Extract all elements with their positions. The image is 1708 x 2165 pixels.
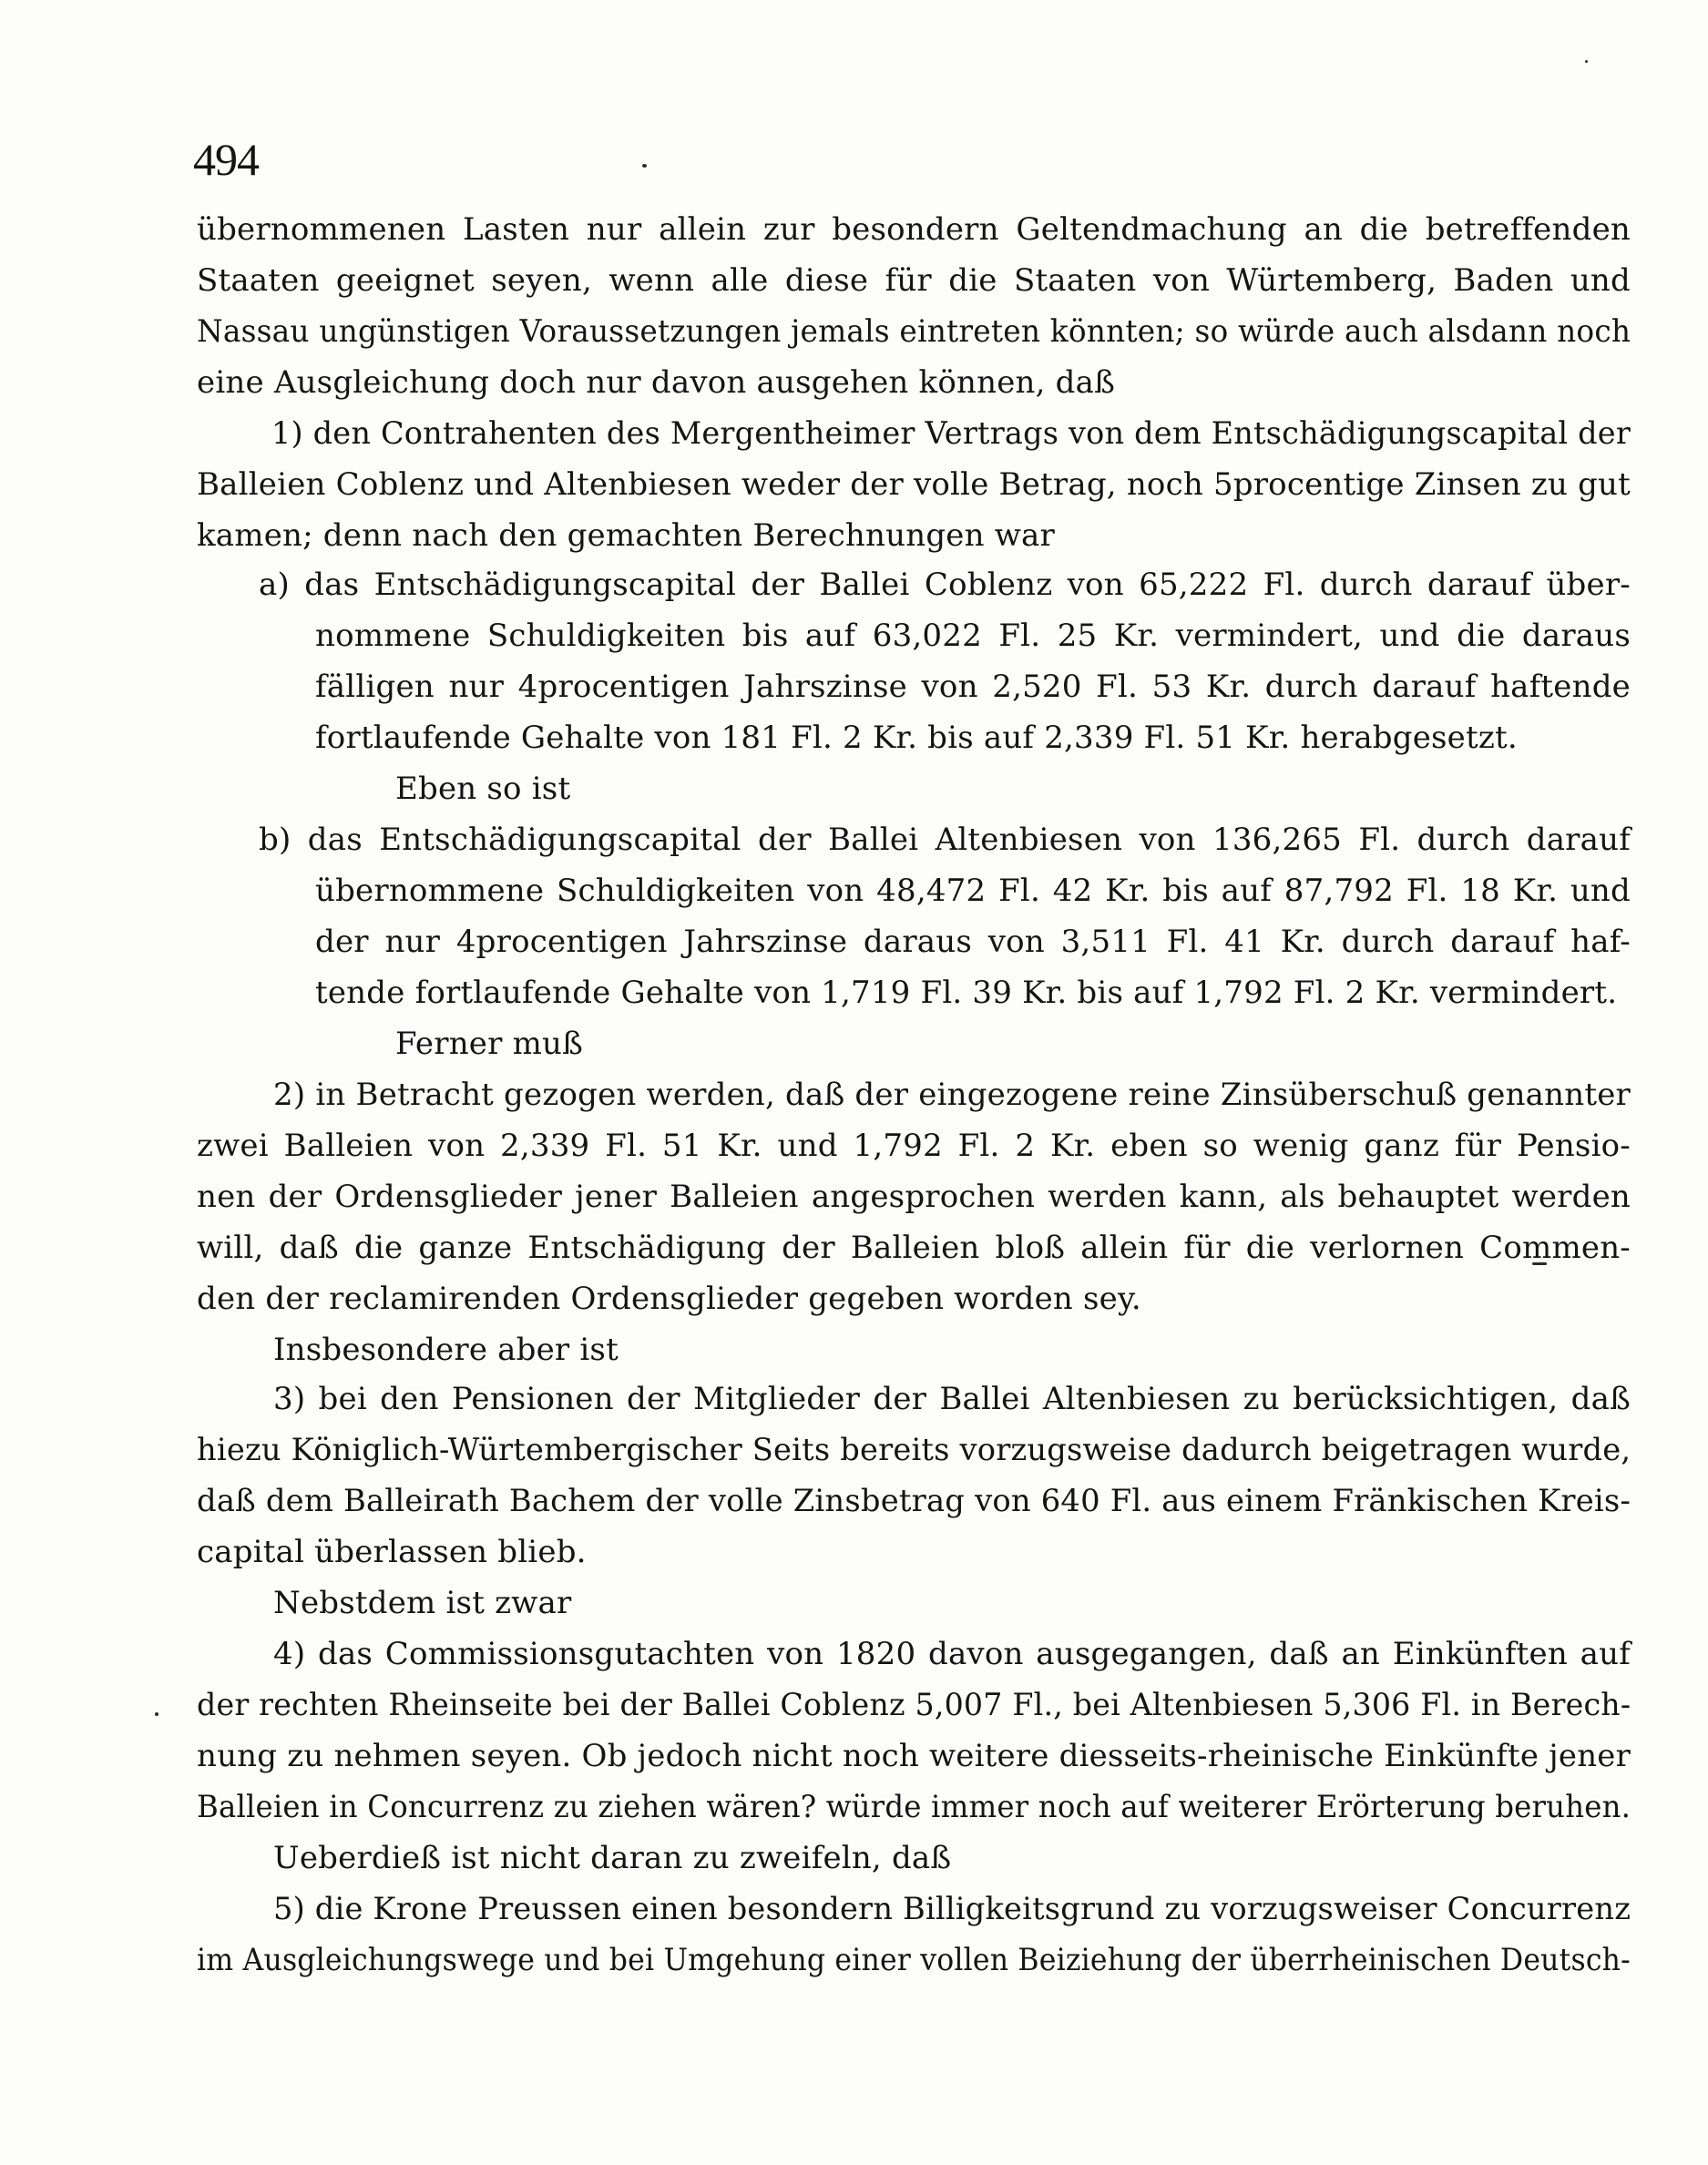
text-line: Balleien Coblenz und Altenbiesen weder der volle Betrag, noch 5procentige Zinsen zu gut <box>197 466 1631 503</box>
scan-speck <box>642 164 647 168</box>
scan-speck <box>155 1712 159 1716</box>
text-line: nung zu nehmen seyen. Ob jedoch nicht noch weitere diesseits-rheinische Einkünfte jener <box>197 1738 1631 1774</box>
text-line: a) das Entschädigungscapital der Ballei Coblenz von 65,222 Fl. durch darauf über- <box>259 567 1631 603</box>
text-line: 3) bei den Pensionen der Mitglieder der Ballei Altenbiesen zu berücksichtigen, daß <box>273 1381 1631 1417</box>
text-line: Ferner muß <box>395 1026 584 1062</box>
text-line: übernommenen Lasten nur allein zur besondern Geltendmachung an die betreffenden <box>197 211 1631 248</box>
text-line: zwei Balleien von 2,339 Fl. 51 Kr. und 1,792 Fl. 2 Kr. eben so wenig ganz für Pensio- <box>197 1128 1631 1164</box>
text-line: der nur 4procentigen Jahrszinse daraus von 3,511 Fl. 41 Kr. durch darauf haf- <box>315 924 1631 960</box>
text-line: Eben so ist <box>395 771 571 807</box>
text-line: 2) in Betracht gezogen werden, daß der eingezogene reine Zinsüberschuß genannter <box>273 1077 1631 1113</box>
text-line: tende fortlaufende Gehalte von 1,719 Fl. 39 Kr. bis auf 1,792 Fl. 2 Kr. vermindert. <box>315 975 1618 1011</box>
text-line: 5) die Krone Preussen einen besondern Billigkeitsgrund zu vorzugsweiser Concurrenz <box>273 1891 1631 1927</box>
text-line: im Ausgleichungswege und bei Umgehung einer vollen Beiziehung der überrheinischen Deutsch- <box>197 1942 1631 1978</box>
text-line: nommene Schuldigkeiten bis auf 63,022 Fl. 25 Kr. vermindert, und die daraus <box>315 618 1631 654</box>
text-line: Nassau ungünstigen Voraussetzungen jemals eintreten könnten; so würde auch alsdann noch <box>197 313 1631 350</box>
text-line: will, daß die ganze Entschädigung der Balleien bloß allein für die verlornen Commen- <box>197 1230 1631 1266</box>
text-line: fälligen nur 4procentigen Jahrszinse von 2,520 Fl. 53 Kr. durch darauf haftende <box>315 669 1631 705</box>
text-line: den der reclamirenden Ordensglieder gegeben worden sey. <box>197 1281 1141 1317</box>
page-number: 494 <box>193 134 259 185</box>
text-line: kamen; denn nach den gemachten Berechnungen war <box>197 517 1055 554</box>
text-line: hiezu Königlich-Würtembergischer Seits bereits vorzugsweise dadurch beigetragen wurde, <box>197 1432 1631 1468</box>
text-line: b) das Entschädigungscapital der Ballei Altenbiesen von 136,265 Fl. durch darauf <box>259 822 1631 858</box>
text-line: Insbesondere aber ist <box>273 1332 619 1368</box>
text-line: 1) den Contrahenten des Mergentheimer Vertrags von dem Entschädigungscapital der <box>271 415 1631 452</box>
text-line: nen der Ordensglieder jener Balleien angesprochen werden kann, als behauptet werden <box>197 1179 1631 1215</box>
text-line: 4) das Commissionsgutachten von 1820 davon ausgegangen, daß an Einkünften auf <box>273 1636 1631 1672</box>
scan-speck <box>1585 60 1588 63</box>
text-line: Balleien in Concurrenz zu ziehen wären? würde immer noch auf weiterer Erörterung beruhen. <box>197 1789 1631 1825</box>
text-line: fortlaufende Gehalte von 181 Fl. 2 Kr. bis auf 2,339 Fl. 51 Kr. herabgesetzt. <box>315 720 1518 756</box>
text-line: daß dem Balleirath Bachem der volle Zinsbetrag von 640 Fl. aus einem Fränkischen Kreis- <box>197 1483 1631 1519</box>
text-line: Staaten geeignet seyen, wenn alle diese für die Staaten von Würtemberg, Baden und <box>197 262 1631 299</box>
text-line: der rechten Rheinseite bei der Ballei Coblenz 5,007 Fl., bei Altenbiesen 5,306 Fl. in Berech- <box>197 1687 1631 1723</box>
text-line: eine Ausgleichung doch nur davon ausgehen können, daß <box>197 364 1115 401</box>
text-line: capital überlassen blieb. <box>197 1534 587 1570</box>
text-line: übernommene Schuldigkeiten von 48,472 Fl. 42 Kr. bis auf 87,792 Fl. 18 Kr. und <box>315 873 1631 909</box>
text-line: Ueberdieß ist nicht daran zu zweifeln, daß <box>273 1840 952 1876</box>
text-line: Nebstdem ist zwar <box>273 1585 572 1621</box>
